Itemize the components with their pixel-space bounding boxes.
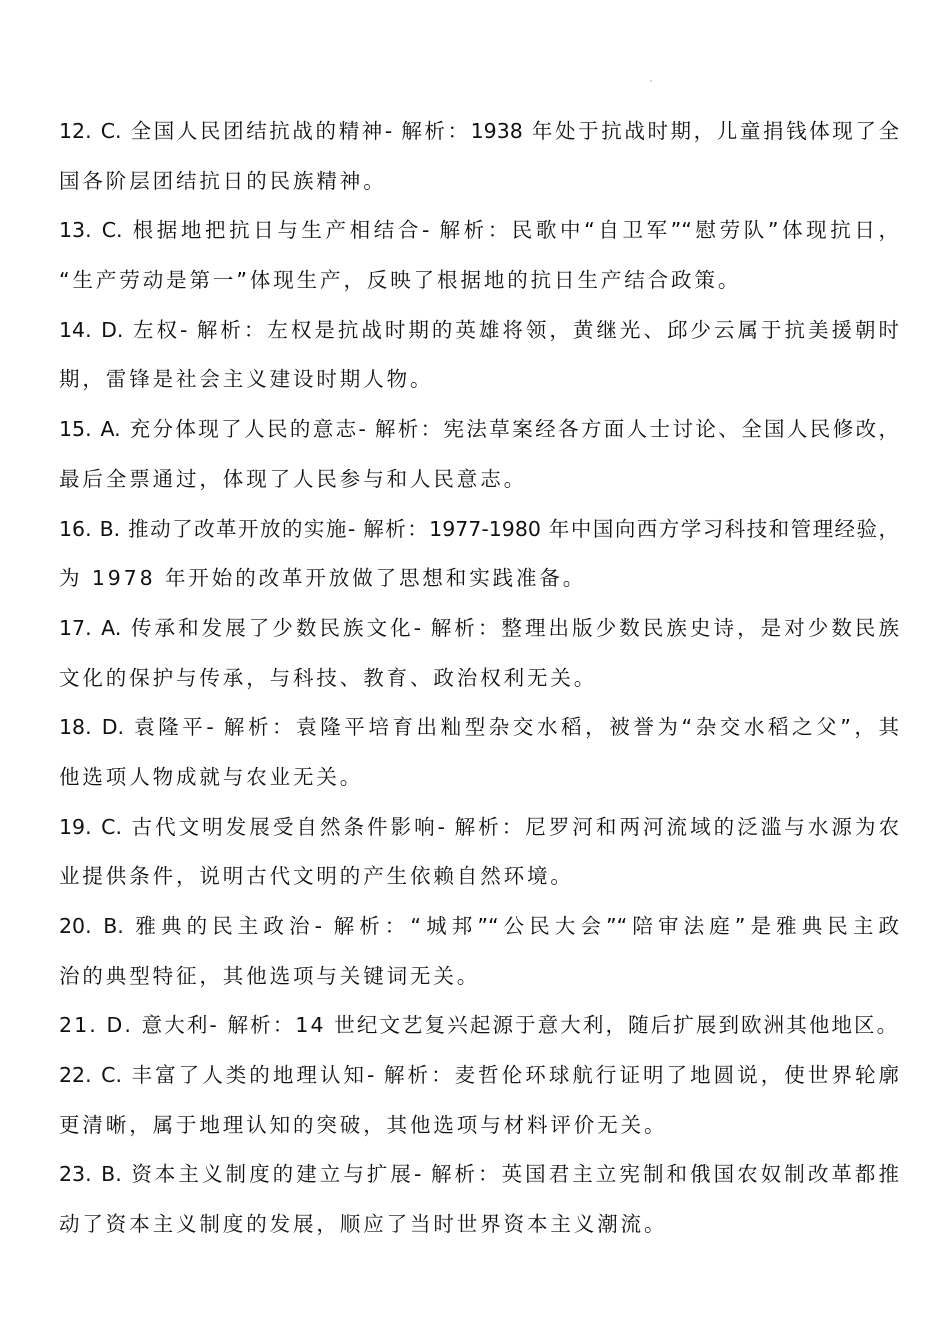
answer-text: 16. B. 推动了改革开放的实施- 解析：1977-1980 年中国向西方学习科技和管理经验， xyxy=(59,516,899,541)
answer-text: 17. A. 传承和发展了少数民族文化- 解析：整理出版少数民族史诗，是对少数民族 xyxy=(59,615,899,640)
answer-text: 20. B. 雅典的民主政治- 解析：“城邦”“公民大会”“陪审法庭”是雅典民主政 xyxy=(59,914,899,938)
answer-text: 19. C. 古代文明发展受自然条件影响- 解析：尼罗河和两河流域的泛滥与水源为农 xyxy=(59,814,899,839)
answer-text-continued: 为 1978 年开始的改革开放做了思想和实践准备。 xyxy=(59,566,587,591)
answer-text: 22. C. 丰富了人类的地理认知- 解析：麦哲伦环球航行证明了地圆说，使世界轮廓 xyxy=(59,1063,899,1088)
answer-item-20 xyxy=(59,906,899,1005)
answer-text-continued: 文化的保护与传承，与科技、教育、政治权利无关。 xyxy=(59,665,598,690)
answer-text: 14. D. 左权- 解析：左权是抗战时期的英雄将领，黄继光、邱少云属于抗美援朝时 xyxy=(59,317,899,342)
answer-text-continued: 他选项人物成就与农业无关。 xyxy=(59,764,364,789)
answer-item-17 xyxy=(59,608,899,707)
answer-item-23 xyxy=(59,1154,899,1253)
answer-item-12 xyxy=(59,111,899,210)
answer-text-continued: 治的典型特征，其他选项与关键词无关。 xyxy=(59,963,481,988)
answer-item-13 xyxy=(59,210,899,309)
answer-item-14 xyxy=(59,310,899,409)
answer-item-15 xyxy=(59,409,899,508)
answer-text: 18. D. 袁隆平- 解析：袁隆平培育出籼型杂交水稻，被誉为“杂交水稻之父”，其 xyxy=(59,715,899,740)
answer-text-continued: 更清晰，属于地理认知的突破，其他选项与材料评价无关。 xyxy=(59,1112,668,1137)
answer-text: 23. B. 资本主义制度的建立与扩展- 解析：英国君主立宪制和俄国农奴制改革都推 xyxy=(59,1162,899,1187)
answer-text-continued: 期，雷锋是社会主义建设时期人物。 xyxy=(59,367,434,392)
answer-list xyxy=(59,111,899,1254)
answer-text: 13. C. 根据地把抗日与生产相结合- 解析：民歌中“自卫军”“慰劳队”体现抗日， xyxy=(59,218,899,243)
answer-text-continued: 业提供条件，说明古代文明的产生依赖自然环境。 xyxy=(59,864,574,889)
answer-item-19 xyxy=(59,807,899,906)
answer-item-22 xyxy=(59,1055,899,1154)
answer-text-continued: 动了资本主义制度的发展，顺应了当时世界资本主义潮流。 xyxy=(59,1212,668,1237)
answer-item-21 xyxy=(59,1005,899,1055)
answer-text-continued: 最后全票通过，体现了人民参与和人民意志。 xyxy=(59,466,527,491)
answer-text: 15. A. 充分体现了人民的意志- 解析：宪法草案经各方面人士讨论、全国人民修改， xyxy=(59,417,899,442)
answer-item-16 xyxy=(59,509,899,608)
page-speck xyxy=(650,80,652,82)
answer-text: 21. D. 意大利- 解析：14 世纪文艺复兴起源于意大利，随后扩展到欧洲其他地区。 xyxy=(59,1013,900,1038)
answer-text: 12. C. 全国人民团结抗战的精神- 解析：1938 年处于抗战时期，儿童捐钱体现了全 xyxy=(59,119,899,143)
answer-item-18 xyxy=(59,707,899,806)
answer-text-continued: 国各阶层团结抗日的民族精神。 xyxy=(59,168,387,193)
answer-text-continued: “生产劳动是第一”体现生产，反映了根据地的抗日生产结合政策。 xyxy=(59,268,742,293)
